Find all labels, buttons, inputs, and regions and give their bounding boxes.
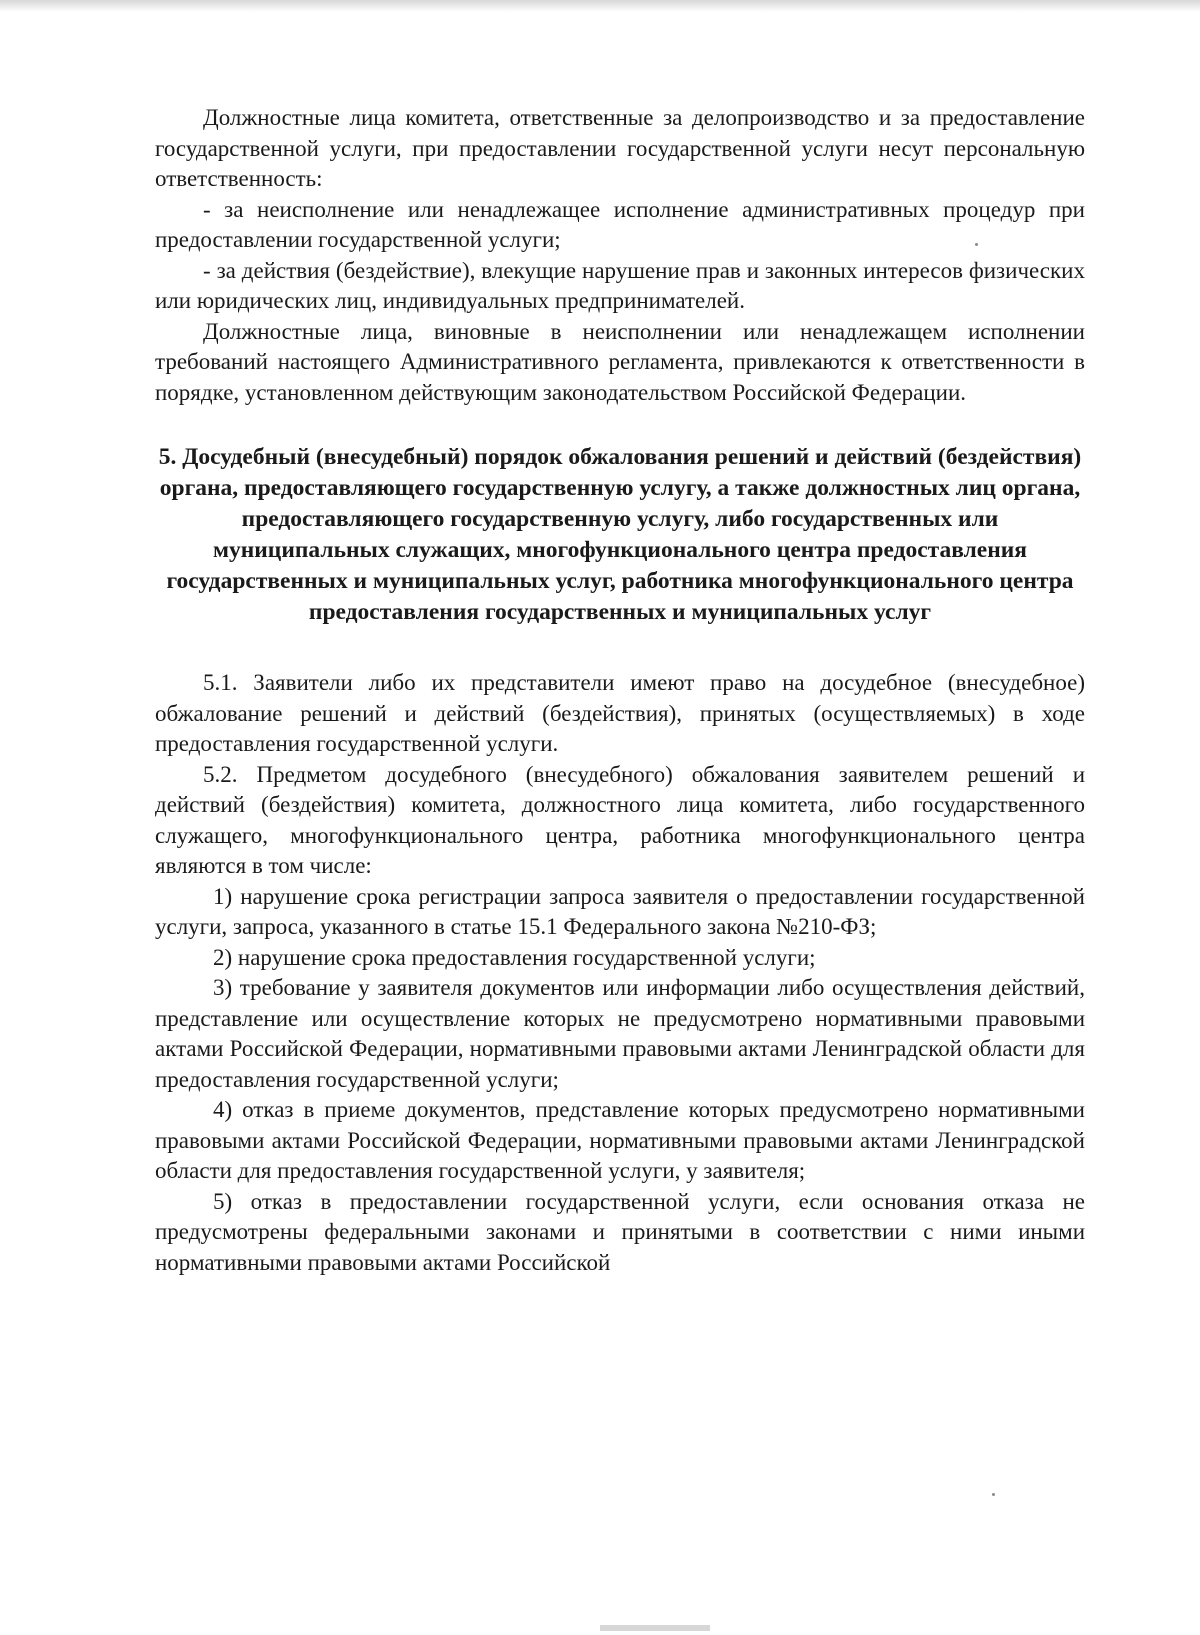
clause-5-2: 5.2. Предметом досудебного (внесудебного) обжалования заявителем решений и действий (бездействия) комитета, должностного лица комитета, либо государственного служащего, многофункционального центра, работника многофункционального центра являются в том числе: (155, 761, 1085, 878)
list-item-3: 3) требование у заявителя документов или информации либо осуществления действий, представление или осуществление которых не предусмотрено нормативными правовыми актами Российской Федерации, нормативными правовыми актами Ленинградской области для предоставления государственной услуги; (155, 975, 1085, 1092)
paragraph-responsibility: Должностные лица комитета, ответственные за делопроизводство и за предоставление государственной услуги, при предоставлении государственной услуги несут персональную ответственность: (155, 105, 1085, 191)
list-item-4: 4) отказ в приеме документов, представление которых предусмотрено нормативными правовыми актами Российской Федерации, нормативными правовыми актами Ленинградской области для предоставления государственной услуги, у заявителя; (155, 1097, 1085, 1183)
scan-bottom-mark (600, 1625, 710, 1631)
section-5-title: 5. Досудебный (внесудебный) порядок обжалования решений и действий (бездействия) органа, предоставляющего государственную услугу, а также должностных лиц органа, предоставляющего государственную услугу, либо государственных или муниципальных служащих, многофункционального центра предоставления государственных и муниципальных услуг, работника многофункционального центра предоставления государственных и муниципальных услуг (158, 444, 1082, 625)
list-item-1: 1) нарушение срока регистрации запроса заявителя о предоставлении государственной услуги, запроса, указанного в статье 15.1 Федерального закона №210-ФЗ; (155, 883, 1085, 939)
list-item-actions: - за действия (бездействие), влекущие нарушение прав и законных интересов физических или юридических лиц, индивидуальных предпринимателей. (155, 257, 1085, 313)
paragraph-liability: Должностные лица, виновные в неисполнении или ненадлежащем исполнении требований настоящего Административного регламента, привлекаются к ответственности в порядке, установленном действующим законодательством Российской Федерации. (155, 318, 1085, 405)
list-item-2: 2) нарушение срока предоставления государственной услуги; (213, 944, 816, 970)
scan-top-edge (0, 0, 1200, 12)
clause-5-1: 5.1. Заявители либо их представители имеют право на досудебное (внесудебное) обжалование решений и действий (бездействия), принятых (осуществляемых) в ходе предоставления государственной услуги. (155, 670, 1085, 756)
document-body (155, 103, 1085, 1278)
scan-speck (992, 1493, 995, 1496)
list-item-nonperformance: - за неисполнение или ненадлежащее исполнение административных процедур при предоставлении государственной услуги; (155, 196, 1085, 252)
list-item-5: 5) отказ в предоставлении государственной услуги, если основания отказа не предусмотрены федеральными законами и принятыми в соответствии с ними иными нормативными правовыми актами Российской (155, 1188, 1085, 1275)
